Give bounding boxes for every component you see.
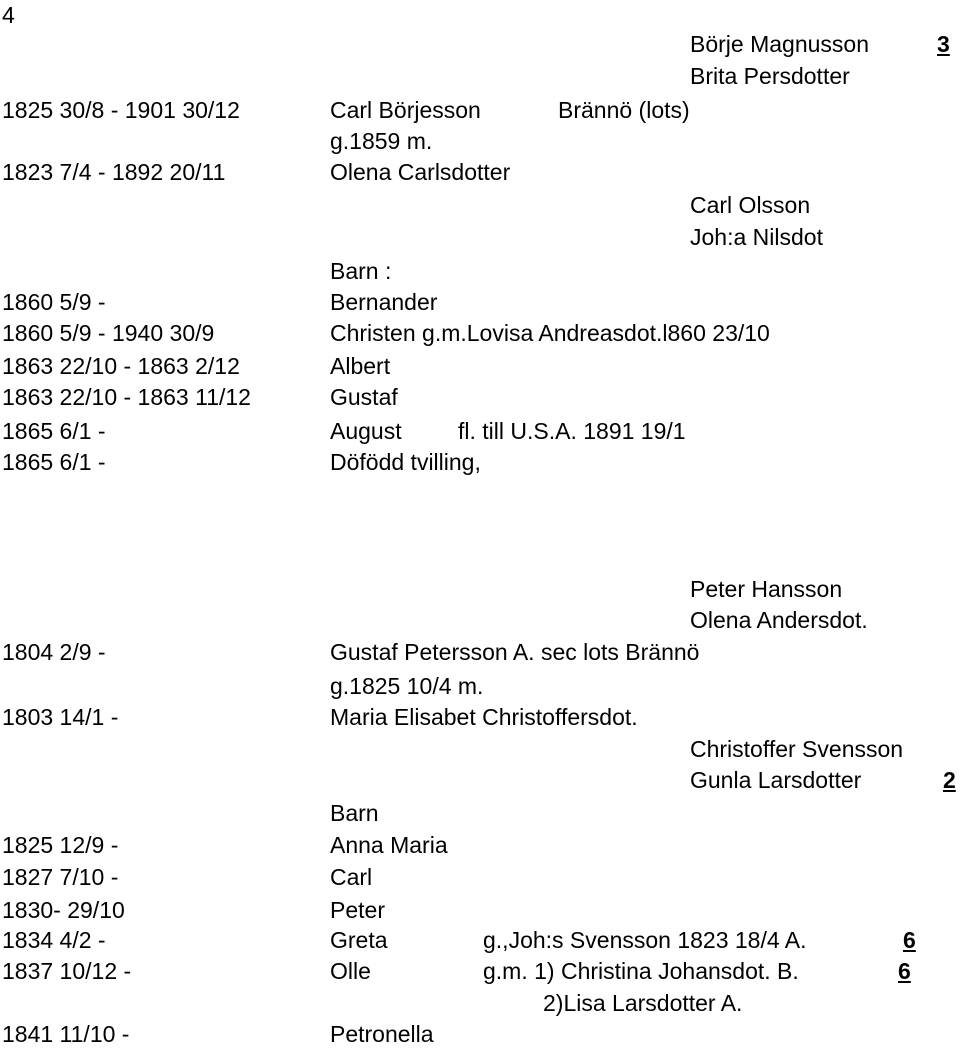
- child-dates: 1863 22/10 - 1863 2/12: [2, 353, 240, 379]
- cross-reference: 6: [903, 927, 916, 953]
- child-name: Gustaf: [330, 384, 398, 410]
- child-dates: 1825 12/9 -: [2, 832, 119, 858]
- child-dates: 1863 22/10 - 1863 11/12: [2, 384, 251, 410]
- child-name: Anna Maria: [330, 832, 448, 858]
- mother-parents-mother: Joh:a Nilsdot: [690, 224, 823, 250]
- child-dates: 1860 5/9 -: [2, 289, 106, 315]
- child-name: Christen g.m.Lovisa Andreasdot.l860 23/10: [330, 320, 770, 346]
- child-dates: 1827 7/10 -: [2, 864, 119, 890]
- child-dates: 1860 5/9 - 1940 30/9: [2, 320, 215, 346]
- mother-parents-father: Christoffer Svensson: [690, 736, 904, 762]
- child-name: Greta: [330, 927, 388, 953]
- child-name: Döfödd tvilling,: [330, 449, 481, 475]
- husband-dates: 1804 2/9 -: [2, 639, 106, 665]
- child-name: Olle: [330, 958, 371, 984]
- marriage-line: g.1825 10/4 m.: [330, 673, 484, 699]
- children-heading: Barn :: [330, 258, 392, 284]
- child-note: g.m. 1) Christina Johansdot. B.: [483, 958, 799, 984]
- child-name: August: [330, 418, 402, 444]
- child-note-continued: 2)Lisa Larsdotter A.: [543, 990, 743, 1016]
- child-name: Peter: [330, 897, 385, 923]
- child-name: Petronella: [330, 1021, 434, 1047]
- father-parents-father: Peter Hansson: [690, 576, 843, 602]
- child-name: Carl: [330, 864, 373, 890]
- cross-reference: 6: [898, 958, 911, 984]
- wife-name: Olena Carlsdotter: [330, 159, 511, 185]
- mother-parents-mother: Gunla Larsdotter: [690, 767, 862, 793]
- wife-name: Maria Elisabet Christoffersdot.: [330, 704, 638, 730]
- marriage-line: g.1859 m.: [330, 128, 433, 154]
- child-dates: 1830- 29/10: [2, 897, 125, 923]
- husband-place: Brännö (lots): [558, 97, 690, 123]
- father-parents-mother: Brita Persdotter: [690, 63, 850, 89]
- child-dates: 1834 4/2 -: [2, 927, 106, 953]
- child-name: Bernander: [330, 289, 438, 315]
- child-dates: 1865 6/1 -: [2, 418, 106, 444]
- husband-dates: 1825 30/8 - 1901 30/12: [2, 97, 240, 123]
- husband-name: Carl Börjesson: [330, 97, 481, 123]
- cross-reference: 2: [943, 767, 956, 793]
- child-note: fl. till U.S.A. 1891 19/1: [458, 418, 686, 444]
- child-dates: 1837 10/12 -: [2, 958, 132, 984]
- father-parents-father: Börje Magnusson: [690, 31, 869, 57]
- wife-dates: 1823 7/4 - 1892 20/11: [2, 159, 226, 185]
- child-dates: 1865 6/1 -: [2, 449, 106, 475]
- wife-dates: 1803 14/1 -: [2, 704, 119, 730]
- child-dates: 1841 11/10 -: [2, 1021, 130, 1047]
- cross-reference: 3: [937, 31, 950, 57]
- father-parents-mother: Olena Andersdot.: [690, 607, 868, 633]
- page-number: 4: [2, 2, 15, 28]
- children-heading: Barn: [330, 800, 379, 826]
- husband-name: Gustaf Petersson A. sec lots Brännö: [330, 639, 700, 665]
- child-name: Albert: [330, 353, 391, 379]
- mother-parents-father: Carl Olsson: [690, 192, 811, 218]
- child-note: g.,Joh:s Svensson 1823 18/4 A.: [483, 927, 807, 953]
